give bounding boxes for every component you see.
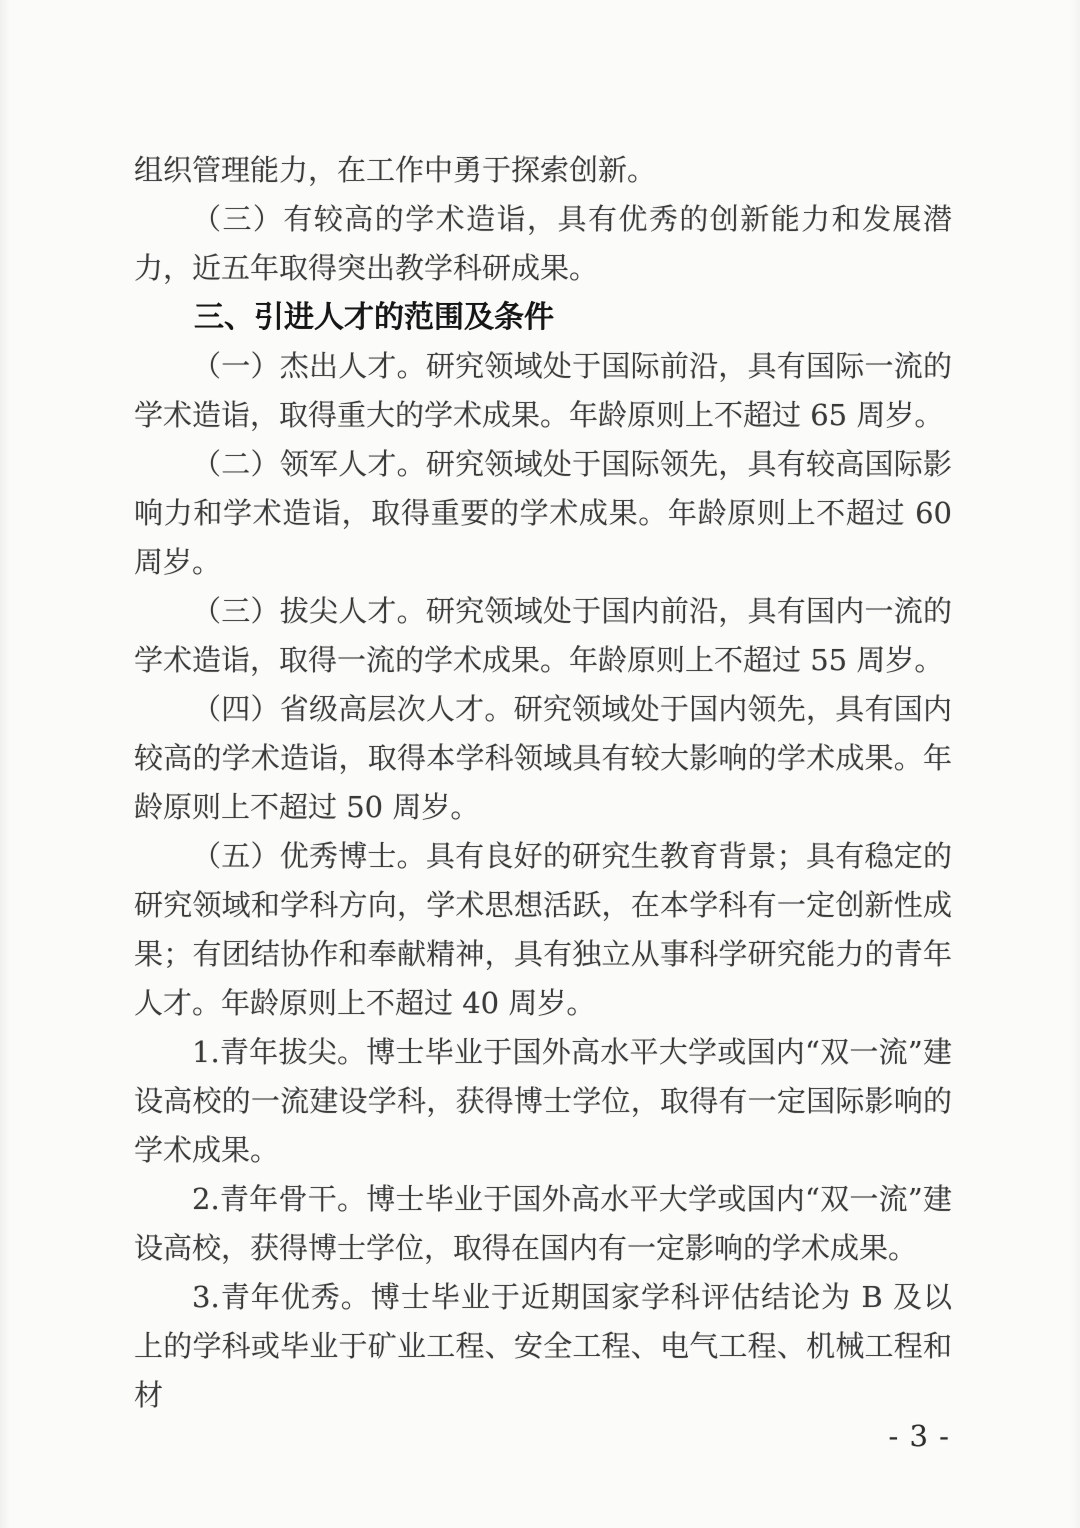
section-heading: 三、引进人才的范围及条件: [194, 300, 554, 335]
paragraph-category-4: （四）省级高层次人才。研究领域处于国内领先，具有国内较高的学术造诣，取得本学科领域具有较大影响的学术成果。年龄原则上不超过 50 周岁。: [134, 692, 952, 824]
paragraph-youth-1: 1.青年拔尖。博士毕业于国外高水平大学或国内“双一流”建设高校的一流建设学科，获得博士学位，取得有一定国际影响的学术成果。: [134, 1035, 952, 1167]
paragraph-continuation: 组织管理能力，在工作中勇于探索创新。: [134, 153, 657, 187]
paragraph-youth-3: 3.青年优秀。博士毕业于近期国家学科评估结论为 B 及以上的学科或毕业于矿业工程、安全工程、电气工程、机械工程和材: [134, 1280, 952, 1412]
paragraph-category-2: （二）领军人才。研究领域处于国际领先，具有较高国际影响力和学术造诣，取得重要的学术成果。年龄原则上不超过 60 周岁。: [134, 447, 952, 579]
page-number: - 3 -: [888, 1419, 950, 1453]
paragraph-condition-3: （三）有较高的学术造诣，具有优秀的创新能力和发展潜力，近五年取得突出教学科研成果。: [134, 202, 952, 285]
paragraph-category-5: （五）优秀博士。具有良好的研究生教育背景；具有稳定的研究领域和学科方向，学术思想活跃，在本学科有一定创新性成果；有团结协作和奉献精神，具有独立从事科学研究能力的青年人才。年龄原则上不超过 40 周岁。: [134, 839, 952, 1020]
paragraph-youth-2: 2.青年骨干。博士毕业于国外高水平大学或国内“双一流”建设高校，获得博士学位，取得在国内有一定影响的学术成果。: [134, 1182, 952, 1265]
document-body: [134, 146, 952, 1420]
paragraph-category-1: （一）杰出人才。研究领域处于国际前沿，具有国际一流的学术造诣，取得重大的学术成果。年龄原则上不超过 65 周岁。: [134, 349, 952, 432]
paragraph-category-3: （三）拔尖人才。研究领域处于国内前沿，具有国内一流的学术造诣，取得一流的学术成果。年龄原则上不超过 55 周岁。: [134, 594, 952, 677]
